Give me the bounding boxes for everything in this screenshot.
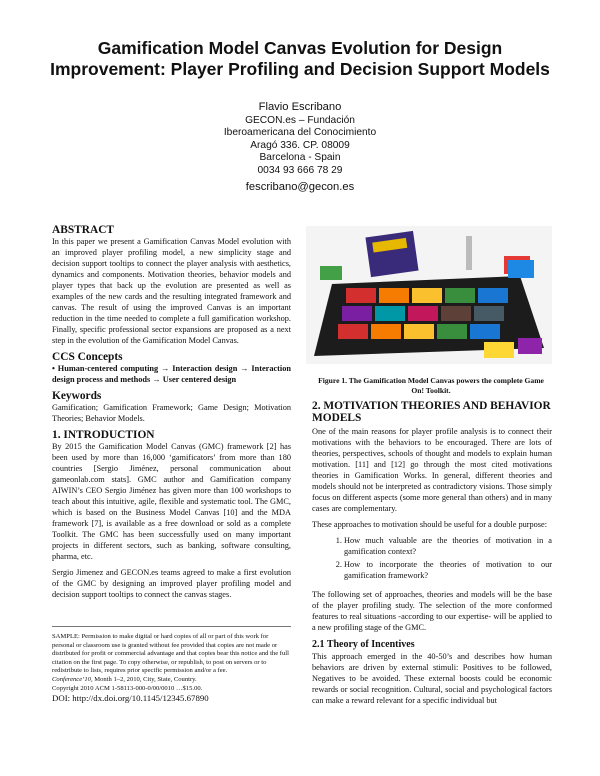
introduction-heading: 1. INTRODUCTION <box>52 429 155 441</box>
affiliation-line: GECON.es – Fundación <box>245 114 355 126</box>
canvas-tiles <box>338 288 508 339</box>
canvas-tile <box>379 288 409 303</box>
author-email[interactable]: fescribano@gecon.es <box>245 180 355 193</box>
abstract-text: In this paper we present a Gamification Canvas Model evolution with an improved player profiling model, a new simplicity stage and decision support tooltips to connect the player analysis with aesthetics, dynamics and components. Motivation theories, behavior models and player types that back up the evolution are presented as well as examples of the new cards and the resulting integrated framework and canvas. The result of using the improved Canvas is an important reduction in the time needed to complete a full gamification workshop. Finally, specific professional sector expansions are proposed as a next step in the evolution of the Gamification Model Canvas. <box>52 237 291 345</box>
canvas-tile <box>342 306 372 321</box>
section-2-heading: 2. MOTIVATION THEORIES AND BEHAVIOR MODELS <box>312 400 551 424</box>
copyright-line: Copyright 2010 ACM 1-58113-000-0/00/0010 …$15.00. <box>52 684 203 692</box>
canvas-tile <box>441 306 471 321</box>
left-column <box>52 224 291 605</box>
canvas-tile <box>338 324 368 339</box>
affiliation-line: Aragó 336. CP. 08009 <box>250 139 350 151</box>
card-stack <box>320 266 342 280</box>
conference-name: Conference’10, <box>52 675 93 683</box>
card-stack <box>508 260 534 278</box>
doi-link[interactable]: DOI: http://dx.doi.org/10.1145/12345.67890 <box>52 693 209 704</box>
canvas-tile <box>412 288 442 303</box>
canvas-tile <box>470 324 500 339</box>
list-item: 2. How to incorporate the theories of motivation to our gamification framework? <box>344 559 552 581</box>
section-2-1-heading: 2.1 Theory of Incentives <box>312 639 415 650</box>
canvas-tile <box>408 306 438 321</box>
purpose-list <box>312 535 552 581</box>
canvas-tile <box>437 324 467 339</box>
canvas-tile <box>478 288 508 303</box>
keywords-heading: Keywords <box>52 390 102 402</box>
affiliation-line: Iberoamericana del Conocimiento <box>223 127 377 139</box>
figure-1-photo <box>306 226 552 364</box>
section-2-paragraph: These approaches to motivation should be useful for a double purpose: <box>312 520 548 529</box>
copyright-notice <box>52 626 291 704</box>
section-2-paragraph: One of the main reasons for player profile analysis is to connect their motivations with the behaviors to be encouraged. There are lots of theories, perspectives, schools of thought and models to explain human motivation. [11] and [12] go through the most cited motivations theories in Gamification Works. In general, different theories and models should not be interpreted as contradictory visions. Those simply focus on different aspects (some more general than others) and in many cases are complementary. <box>312 427 552 513</box>
section-2-1-paragraph: This approach emerged in the 40-50’s and describes how human behaviors are driven by external stimuli: Positives to be followed, Negatives to be avoided. These external boosts could be economic rewards or social recognition. Cultural, social and psychological factors can make a reward relevant for a specific individual but <box>312 652 552 705</box>
toolkit-box <box>365 231 418 277</box>
ccs-heading: CCS Concepts <box>52 351 123 363</box>
permission-text: SAMPLE: Permission to make digital or hard copies of all or part of this work for personal or classroom use is granted without fee provided that copies are not made or distributed for profit or commercial advantage and that copies bear this notice and the full citation on the first page. To copy otherwise, or republish, to post on servers or to redistribute to lists, requires prior specific permission and/or a fee. <box>52 633 289 675</box>
card-stack <box>518 338 542 354</box>
ccs-text: • Human-centered computing → Interaction design → Interaction design process and methods → User centered design <box>52 364 291 384</box>
sand-timer-icon <box>466 236 472 270</box>
right-column <box>312 400 552 711</box>
paper-title: Gamification Model Canvas Evolution for Design Improvement: Player Profiling and Decision Support Models <box>50 38 550 79</box>
canvas-tile <box>371 324 401 339</box>
conference-details: Month 1–2, 2010, City, State, Country. <box>92 675 197 683</box>
canvas-tile <box>404 324 434 339</box>
toolkit-photo <box>306 226 552 364</box>
introduction-paragraph: By 2015 the Gamification Model Canvas (GMC) framework [2] has been used by more than 16,000 ‘gamificators’ from more than 180 countries [Sergio Jiménez, personal communication about gameonlab.com stats]. GMC author and Gamification company AIWIN’s CEO Sergio Jiménez has given more than 100 workshops to teach about this intuitive, agile, flexible and systematic tool. The GMC, which is based on the Business Model Canvas [10] and the MDA framework [7], is available as a free download or sold as a complete Toolkit. The GMC has been successfully used on many important projects in different sectors, such as banking, software consulting, pharma, etc. <box>52 442 291 561</box>
conference-line <box>52 676 291 685</box>
canvas-tile <box>474 306 504 321</box>
section-2-paragraph: The following set of approaches, theories and models will be the base of the player profiling study. The selection of the more conformed features to real situations -according to our expertise- will be applied to a new profiling stage of the GMC. <box>312 590 552 632</box>
author-name: Flavio Escribano <box>258 101 342 113</box>
canvas-tile <box>346 288 376 303</box>
canvas-tile <box>375 306 405 321</box>
figure-caption: Figure 1. The Gamification Model Canvas powers the complete Game On! Toolkit. <box>318 376 544 395</box>
affiliation-line: 0034 93 666 78 29 <box>257 164 343 176</box>
canvas-tile <box>445 288 475 303</box>
introduction-paragraph: Sergio Jimenez and GECON.es teams agreed to make a first evolution of the GMC by designing an improved player profiling model and decision support tooltips to connect the canvas stages. <box>52 568 291 599</box>
card-stack <box>484 342 514 358</box>
abstract-heading: ABSTRACT <box>52 224 115 236</box>
author-block <box>150 101 450 193</box>
list-item: 1. How much valuable are the theories of motivation in a gamification context? <box>344 535 552 557</box>
keywords-text: Gamification; Gamification Framework; Game Design; Motivation Theories; Behavior Models. <box>52 403 291 423</box>
affiliation-line: Barcelona - Spain <box>259 152 341 164</box>
